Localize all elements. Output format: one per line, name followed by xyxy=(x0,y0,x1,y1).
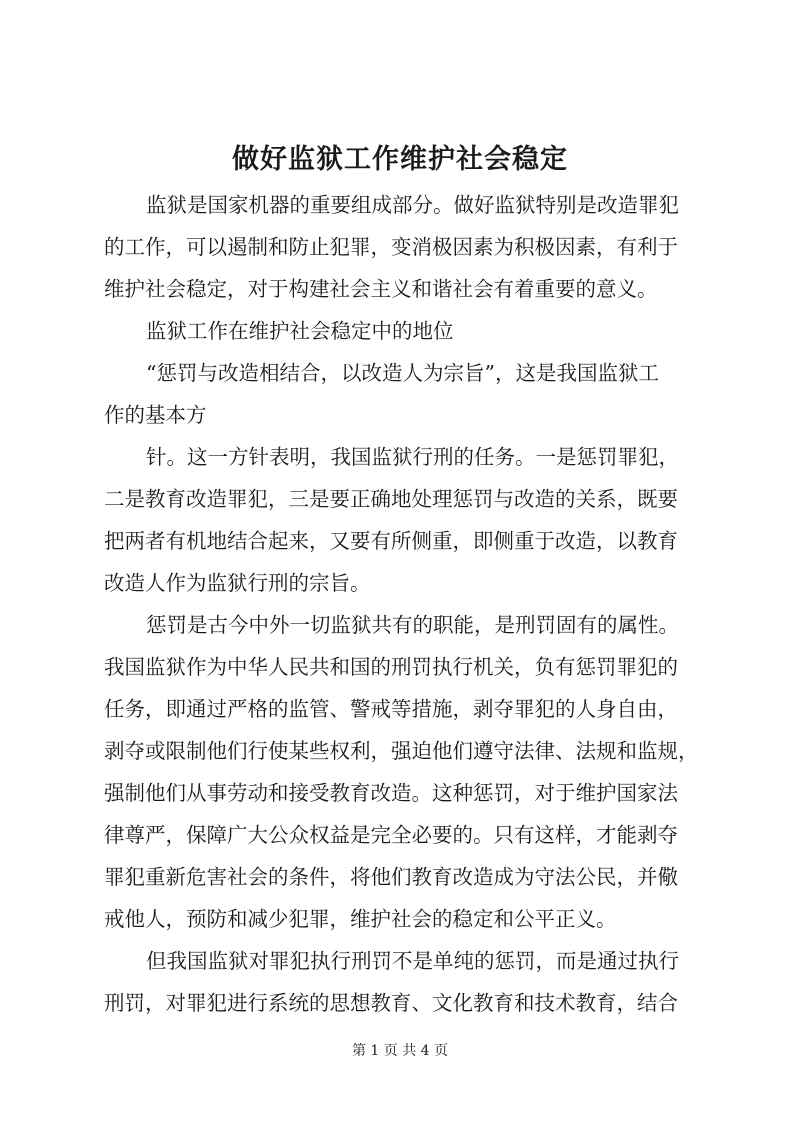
body-line-17: 罪犯重新危害社会的条件，将他们教育改造成为守法公民，并儆 xyxy=(104,865,678,889)
body-line-14: 剥夺或限制他们行使某些权利，强迫他们遵守法律、法规和监规， xyxy=(104,739,699,763)
body-line-16: 律尊严，保障广大公众权益是完全必要的。只有这样，才能剥夺 xyxy=(104,823,678,847)
body-line-1: 监狱是国家机器的重要组成部分。做好监狱特别是改造罪犯 xyxy=(146,193,679,217)
body-line-10: 改造人作为监狱行刑的宗旨。 xyxy=(104,571,371,595)
body-line-7: 针。这一方针表明，我国监狱行刑的任务。一是惩罚罪犯， xyxy=(146,445,679,469)
body-line-13: 任务，即通过严格的监管、警戒等措施，剥夺罪犯的人身自由， xyxy=(104,697,678,721)
body-line-12: 我国监狱作为中华人民共和国的刑罚执行机关，负有惩罚罪犯的 xyxy=(104,655,678,679)
body-line-3: 维护社会稳定，对于构建社会主义和谐社会有着重要的意义。 xyxy=(104,277,658,301)
page-footer: 第 1 页 共 4 页 xyxy=(351,1043,449,1059)
body-line-5: “惩罚与改造相结合，以改造人为宗旨”，这是我国监狱工 xyxy=(146,361,659,385)
body-line-20: 刑罚，对罪犯进行系统的思想教育、文化教育和技术教育，结合 xyxy=(104,991,678,1015)
body-line-11: 惩罚是古今中外一切监狱共有的职能，是刑罚固有的属性。 xyxy=(146,613,679,637)
body-line-9: 把两者有机地结合起来，又要有所侧重，即侧重于改造，以教育 xyxy=(104,529,678,553)
body-line-6: 作的基本方 xyxy=(104,403,207,427)
section-heading-line: 监狱工作在维护社会稳定中的地位 xyxy=(146,319,454,343)
body-line-19: 但我国监狱对罪犯执行刑罚不是单纯的惩罚，而是通过执行 xyxy=(146,949,679,973)
body-line-8: 二是教育改造罪犯，三是要正确地处理惩罚与改造的关系，既要 xyxy=(104,487,678,511)
body-line-2: 的工作，可以遏制和防止犯罪，变消极因素为积极因素，有利于 xyxy=(104,235,678,259)
body-line-18: 戒他人，预防和减少犯罪，维护社会的稳定和公平正义。 xyxy=(104,907,617,931)
document-title: 做好监狱工作维护社会稳定 xyxy=(232,144,568,175)
body-line-15: 强制他们从事劳动和接受教育改造。这种惩罚，对于维护国家法 xyxy=(104,781,678,805)
